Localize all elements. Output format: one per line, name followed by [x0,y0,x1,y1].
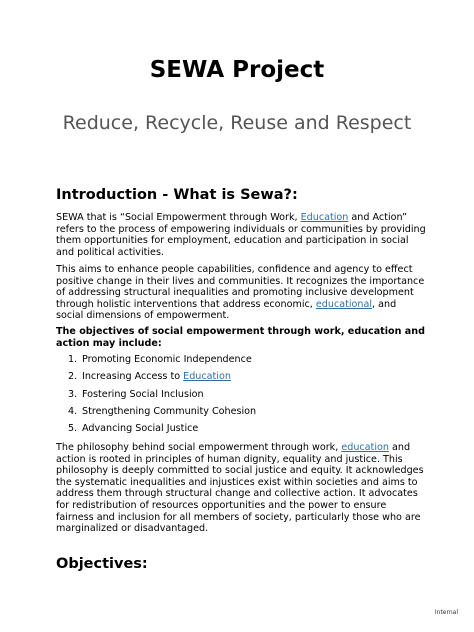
aims-paragraph [56,264,426,322]
list-item-number: 1. [68,354,78,365]
list-item-number: 4. [68,406,78,417]
intro-text-end: and Action” refers to the process of empowering individuals or communities by providing them opportunities for employment, education and participation in social and political activities. [56,212,426,258]
aims-text-start: This aims to enhance people capabilities, confidence and agency to effect positive change in their lives and communities. It recognizes the importance of addressing structural inequalities and promoting inclusive development through holistic interventions that address economic, [56,264,425,310]
aims-text-end: , and social dimensions of empowerment. [56,298,397,322]
list-item-number: 3. [68,389,78,400]
education-link[interactable]: Education [300,212,349,223]
objectives-heading: Objectives: [56,556,148,572]
list-item-text: Fostering Social Inclusion [82,389,204,400]
education-inline-link[interactable]: education [341,442,389,453]
philosophy-text-start: The philosophy behind social empowerment through work, [56,442,342,453]
document-subtitle: Reduce, Recycle, Reuse and Respect [62,112,412,134]
footer-label: Internal [434,609,458,616]
list-item-text: Increasing Access to [82,371,184,382]
objectives-lead: The objectives of social empowerment through work, education and action may include: [56,326,425,349]
education-list-link[interactable]: Education [183,371,231,382]
philosophy-paragraph [56,442,426,535]
philosophy-text-end: and action is rooted in principles of human dignity, equality and justice. This philosophy is deeply committed to social justice and equity. It acknowledges the systematic inequalities and injustices exist within societies and aims to address them through structural change and collective action. It advocates for redistribution of resources opportunities and the power to ensure fairness and inclusion for all members of society, particularly those who are marginalized or disadvantaged. [56,442,424,535]
intro-heading: Introduction - What is Sewa?: [56,187,298,203]
list-item [68,406,256,418]
document-title: SEWA Project [149,57,325,83]
list-item-text: Promoting Economic Independence [82,354,252,365]
intro-paragraph [56,212,426,258]
list-item [68,354,252,366]
list-item-text: Strengthening Community Cohesion [82,406,257,417]
list-item-number: 5. [68,423,78,434]
list-item [68,423,198,435]
list-item-number: 2. [68,371,78,382]
list-item [68,389,204,401]
list-item-text: Advancing Social Justice [82,423,199,434]
educational-link[interactable]: educational [315,298,373,310]
intro-text-start: SEWA that is “Social Empowerment through Work, [56,212,301,223]
list-item [68,371,231,383]
